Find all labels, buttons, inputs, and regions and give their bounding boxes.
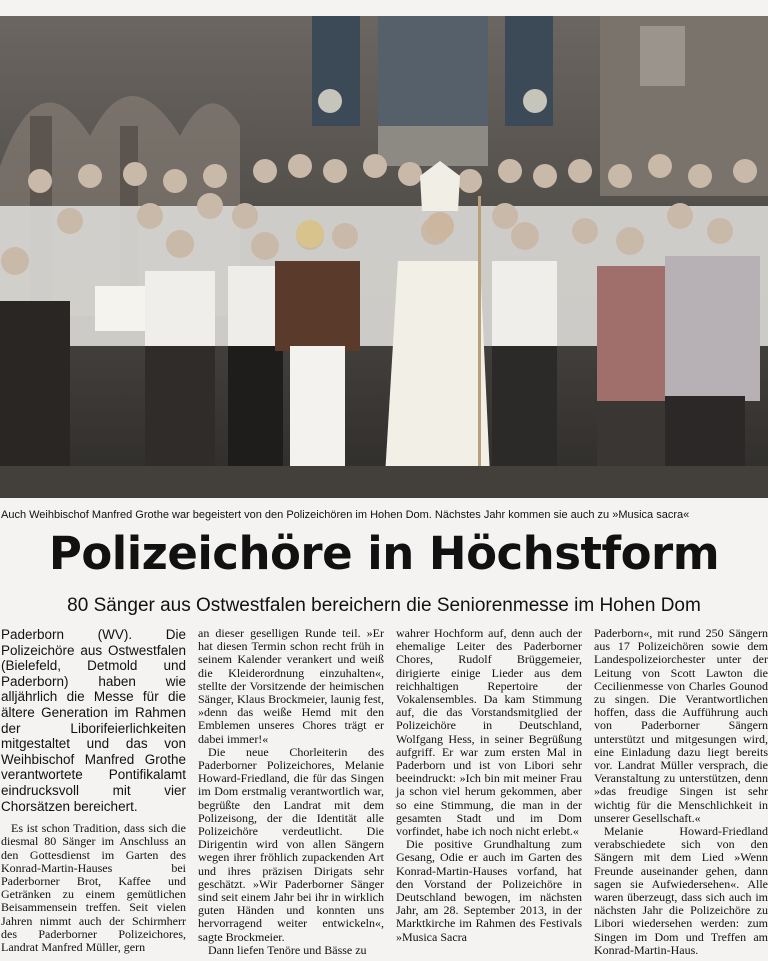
body-paragraph: Paderborn«, mit rund 250 Sängern aus 17 Polizeichören sowie dem Landespolizeiorchester unter der Leitung von Scott Lawton die Cecilienmesse von Charles Gounod zu singen. Die Verantwortlichen hoffen, dass die Aufführung auch von Paderborner Sängern unterstützt und mitgesungen wird, eine Einladung dazu liegt bereits vor. Landrat Müller versprach, die Veranstaltung zu unterstützen, denn »das freudige Singen ist sehr wichtig für die Menschlichkeit in unserer Gesellschaft.«	[594, 627, 768, 825]
column-2	[198, 627, 384, 957]
body-paragraph: Dann liefen Tenöre und Bässe zu	[208, 942, 367, 957]
headline: Polizeichöre in Höchstform	[48, 527, 720, 580]
column-3	[396, 627, 582, 944]
photo-illustration	[0, 16, 768, 498]
group-photo	[0, 16, 768, 498]
photo-caption: Auch Weihbischof Manfred Grothe war begeistert von den Polizeichören im Hohen Dom. Nächstes Jahr kommen sie auch zu »Musica sacra«	[1, 509, 690, 521]
column-4	[594, 627, 768, 957]
body-paragraph: an dieser geselligen Runde teil. »Er hat diesen Termin schon recht früh in seinem Kalender verankert und weiß die Kleiderordnung einzuhalten«, stellte der Vorsitzende der heimischen Sänger, Klaus Brockmeier, launig fest, »denn das weiße Hemd mit den Emblemen unseres Chores trägt er dabei immer!«	[198, 626, 384, 746]
body-paragraph: Die positive Grundhaltung zum Gesang, Odie er auch im Garten des Konrad-Martin-Hauses vorfand, hat den Vorstand der Polizeichöre in Deutschland bewogen, im nächsten Jahr, am 28. September 2013, in der Marktkirche im Rahmen des Festivals »Musica Sacra	[396, 837, 582, 944]
body-paragraph: wahrer Hochform auf, denn auch der ehemalige Leiter des Paderborner Chores, Rudolf Brüggemeier, dirigierte einige Lieder aus dem reichhaltigen Repertoire der Vokalensembles. Da kam Stimmung auf, die das Vorstandsmitglied der Polizeichöre in Deutschland, Wolfgang Hess, in seiner Begrüßung aufgriff. Er war zum ersten Mal in Paderborn und ist von Libori sehr beeindruckt: »Ich bin mit meiner Frau ja schon viel herum gekommen, aber so eine Stimmung, die man in der gesamten Stadt und im Dom vorfindet, habe ich noch nicht erlebt.«	[396, 626, 582, 839]
lead-paragraph: Paderborn (WV). Die Polizeichöre aus Ostwestfalen (Bielefeld, Detmold und Paderborn) haben wie alljährlich die Messe für die ältere Generation im Rahmen der Liborifeierlichkeiten mitgestaltet und das von Weihbischof Manfred Grothe verantwortete Pontifikalamt eindrucksvoll mit vier Chorsätzen bereichert.	[1, 627, 186, 814]
body-paragraph: Die neue Chorleiterin des Paderborner Polizeichores, Melanie Howard-Friedland, die für das Singen im Dom erstmalig verantwortlich war, begrüßte den Landrat mit dem Polizeisong, der die Identität alle Polizeichöre verdeutlicht. Die Dirigentin wird von allen Sängern wegen ihrer fröhlich zupackenden Art und ihres präzisen Dirigats sehr geschätzt. »Wir Paderborner Sänger sind seit einem Jahr bei ihr in wirklich guten Händen und konnten uns hervorragend weiter entwickeln«, sagte Brockmeier.	[198, 744, 384, 944]
column-1	[1, 627, 186, 954]
subheadline: 80 Sänger aus Ostwestfalen bereichern die Seniorenmesse im Hohen Dom	[67, 595, 701, 616]
body-paragraph: Es ist schon Tradition, dass sich die diesmal 80 Sänger im Anschluss an den Gottesdienst im Garten des Konrad-Martin-Hauses bei Paderborner Brot, Kaffee und Getränken zu einem gemütlichen Beisammensein treffen. Seit vielen Jahren nimmt auch der Schirmherr des Paderborner Polizeichores, Landrat Manfred Müller, gern	[1, 821, 186, 954]
body-paragraph: Melanie Howard-Friedland verabschiedete sich von den Sängern mit dem Lied »Wenn Freunde auseinander gehen, dann sagen sie Aufwiedersehen«. Alle waren überzeugt, dass sich auch im nächsten Jahr die Polizeichöre zu Libori wiedersehen werden: zum Singen im Dom und Treffen am Konrad-Martin-Haus.	[594, 824, 768, 957]
